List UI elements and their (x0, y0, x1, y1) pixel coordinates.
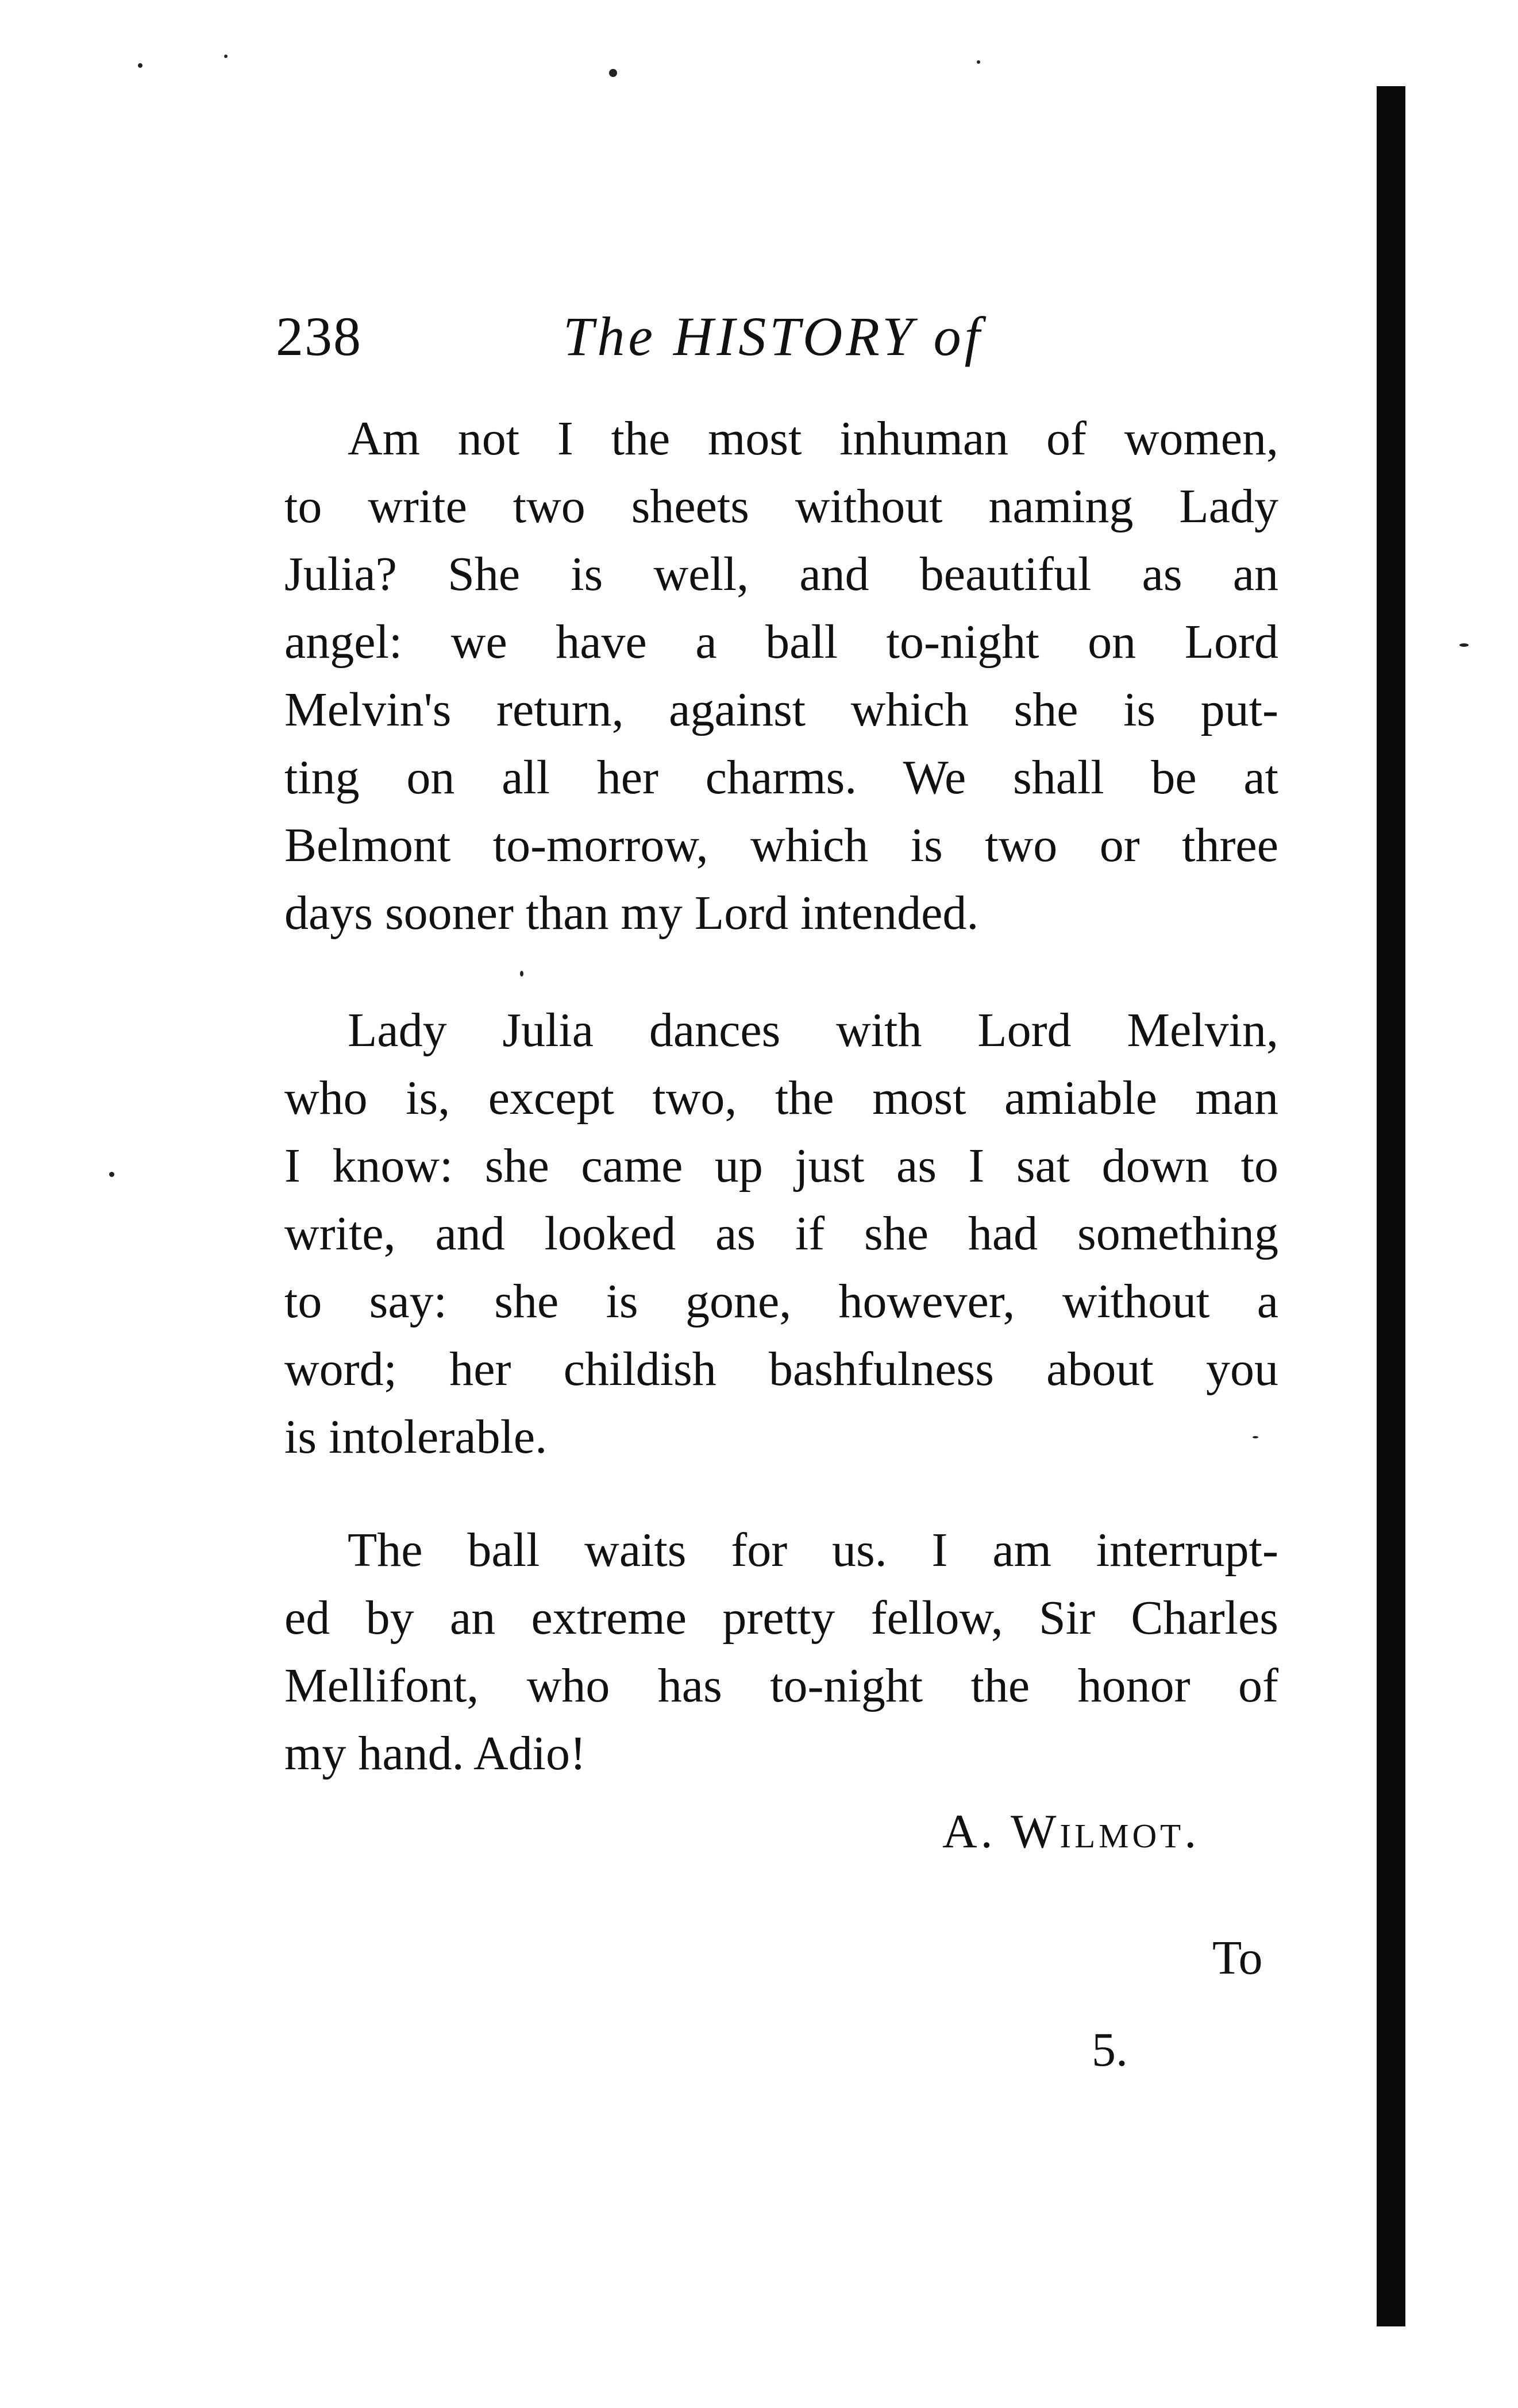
signature-mark: 5. (1092, 2023, 1128, 2077)
scan-speck (138, 63, 142, 68)
text-line: ting on all her charms. We shall be at (284, 751, 1278, 804)
text-line: to write two sheets without naming Lady (284, 480, 1278, 533)
text-line: ed by an extreme pretty fellow, Sir Charles (284, 1591, 1278, 1645)
text-line: write, and looked as if she had something (284, 1207, 1278, 1260)
text-line: who is, except two, the most amiable man (284, 1071, 1278, 1125)
text-line: to say: she is gone, however, without a (284, 1275, 1278, 1328)
scan-speck (609, 69, 617, 77)
scan-speck (224, 55, 228, 58)
text-line: word; her childish bashfulness about you (284, 1342, 1278, 1396)
text-line: my hand. Adio! (284, 1727, 586, 1780)
page-number: 238 (276, 306, 362, 367)
text-line: The ball waits for us. I am interrupt- (348, 1523, 1278, 1577)
text-line: Am not I the most inhuman of women, (348, 412, 1278, 465)
text-line: Lady Julia dances with Lord Melvin, (348, 1004, 1278, 1057)
text-line: Julia? She is well, and beautiful as an (284, 547, 1278, 601)
catchword: To (1212, 1931, 1263, 1985)
paragraph-1 (284, 405, 1278, 947)
binding-edge (1377, 86, 1405, 2326)
scan-speck (109, 1172, 114, 1177)
text-line: I know: she came up just as I sat down to (284, 1139, 1278, 1193)
running-head: The HISTORY of (563, 306, 984, 367)
text-line: Melvin's return, against which she is put- (284, 683, 1278, 736)
page-header (276, 299, 1149, 379)
text-line: days sooner than my Lord intended. (284, 886, 979, 940)
letter-signature: A. Wilmot. (942, 1805, 1200, 1858)
scan-speck (520, 971, 523, 977)
paragraph-2 (284, 997, 1278, 1471)
text-line: angel: we have a ball to-night on Lord (284, 615, 1278, 669)
text-line: Mellifont, who has to-night the honor of (284, 1659, 1278, 1712)
paragraph-3 (284, 1516, 1278, 1788)
text-line: is intolerable. (284, 1410, 548, 1464)
scan-speck (977, 60, 980, 64)
scan-speck (1459, 643, 1469, 647)
text-line: Belmont to-morrow, which is two or three (284, 819, 1278, 872)
